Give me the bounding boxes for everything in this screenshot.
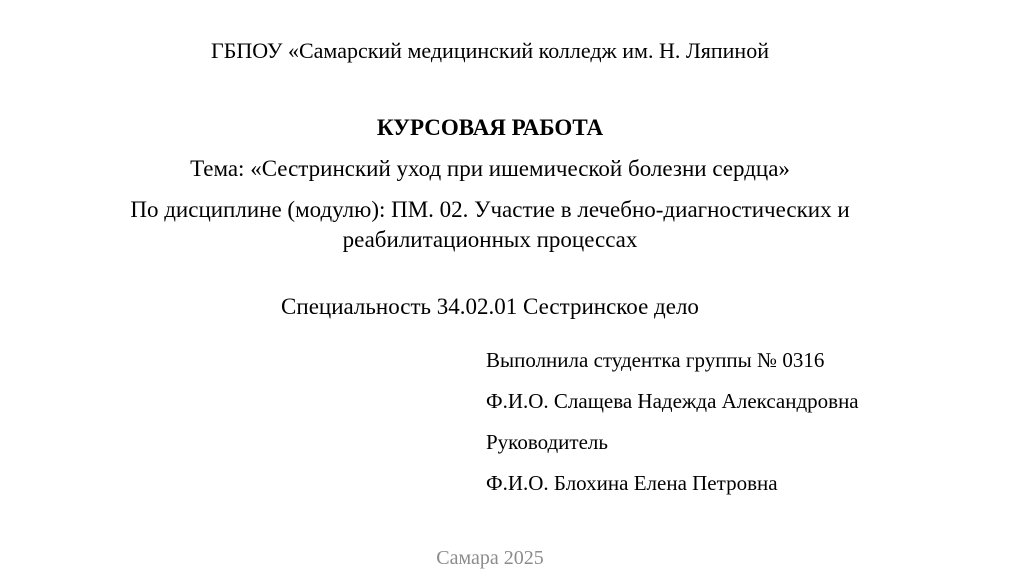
institution-name: ГБПОУ «Самарский медицинский колледж им. Н. Ляпиной — [211, 38, 769, 63]
topic-line: Тема: «Сестринский уход при ишемической болезни сердца» — [190, 156, 790, 181]
supervisor-name-line: Ф.И.О. Блохина Елена Петровна — [486, 471, 778, 495]
discipline-line-1: По дисциплине (модулю): ПМ. 02. Участие в лечебно-диагностических и — [130, 197, 850, 222]
discipline-line-2: реабилитационных процессах — [342, 227, 638, 252]
student-group-line: Выполнила студентка группы № 0316 — [486, 348, 825, 372]
document-type-heading: КУРСОВАЯ РАБОТА — [376, 115, 604, 140]
specialty-line: Специальность 34.02.01 Сестринское дело — [281, 294, 699, 319]
city-year-footer: Самара 2025 — [436, 547, 544, 569]
student-name-line: Ф.И.О. Слащева Надежда Александровна — [486, 389, 859, 413]
supervisor-label: Руководитель — [486, 430, 608, 454]
